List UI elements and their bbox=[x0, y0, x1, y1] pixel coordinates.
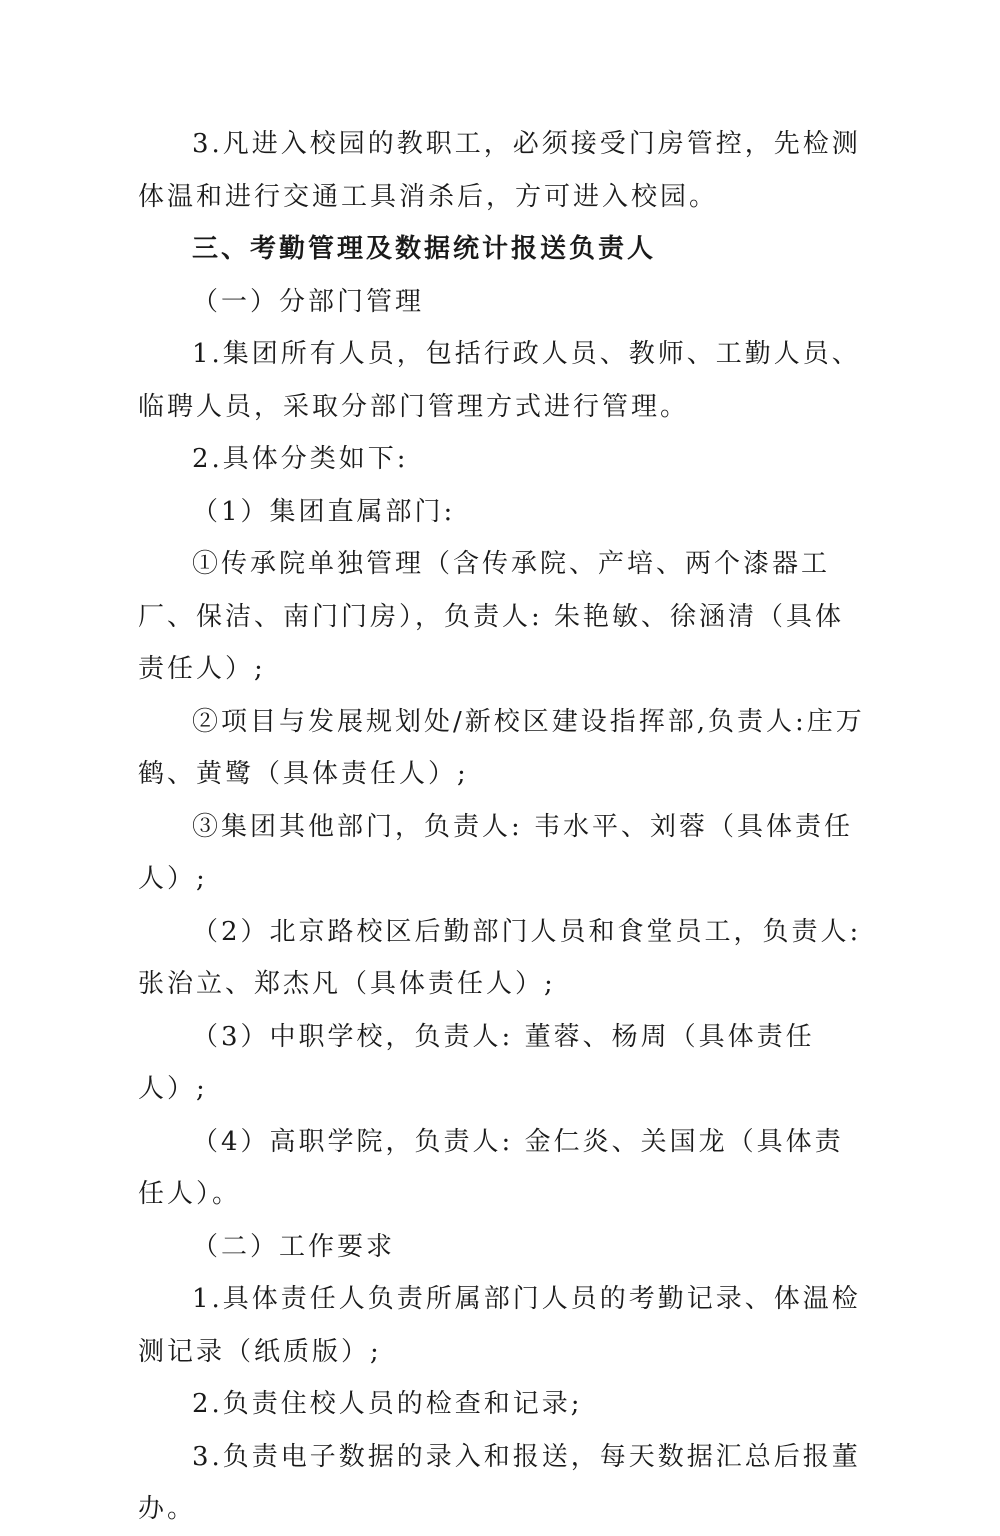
subsection-heading-work-requirements: （二）工作要求 bbox=[192, 1231, 396, 1262]
document-body bbox=[138, 118, 868, 1536]
paragraph-attendance-records: 1.具体责任人负责所属部门人员的考勤记录、体温检测记录（纸质版）; bbox=[138, 1284, 861, 1367]
section-heading-attendance: 三、考勤管理及数据统计报送负责人 bbox=[192, 234, 657, 264]
paragraph-all-staff: 1.集团所有人员，包括行政人员、教师、工勤人员、临聘人员，采取分部门管理方式进行管理。 bbox=[138, 339, 861, 422]
paragraph-vocational-school: （3）中职学校，负责人: 董蓉、杨周（具体责任人）; bbox=[138, 1021, 815, 1104]
paragraph-resident-checks: 2.负责住校人员的检查和记录; bbox=[192, 1389, 583, 1419]
paragraph-heritage-institute: ①传承院单独管理（含传承院、产培、两个漆器工厂、保洁、南门门房），负责人: 朱艳敏、徐涵清（具体责任人）; bbox=[138, 549, 845, 684]
paragraph-classification: 2.具体分类如下: bbox=[192, 444, 409, 474]
paragraph-higher-vocational-college: （4）高职学院，负责人: 金仁炎、关国龙（具体责任人）。 bbox=[138, 1126, 844, 1209]
paragraph-beijing-road-campus: （2）北京路校区后勤部门人员和食堂员工，负责人: 张治立、郑杰凡（具体责任人）; bbox=[138, 916, 862, 999]
paragraph-group-departments: （1）集团直属部门: bbox=[192, 496, 456, 527]
paragraph-electronic-data: 3.负责电子数据的录入和报送，每天数据汇总后报董办。 bbox=[138, 1441, 861, 1524]
subsection-heading-department-management: （一）分部门管理 bbox=[192, 286, 425, 317]
paragraph-entry-temperature: 3.凡进入校园的教职工，必须接受门房管控，先检测体温和进行交通工具消杀后，方可进入校园。 bbox=[138, 129, 861, 212]
paragraph-other-departments: ③集团其他部门，负责人: 韦水平、刘蓉（具体责任人）; bbox=[138, 811, 854, 894]
paragraph-project-planning: ②项目与发展规划处/新校区建设指挥部,负责人:庄万鹤、黄鹭（具体责任人）; bbox=[138, 706, 865, 789]
